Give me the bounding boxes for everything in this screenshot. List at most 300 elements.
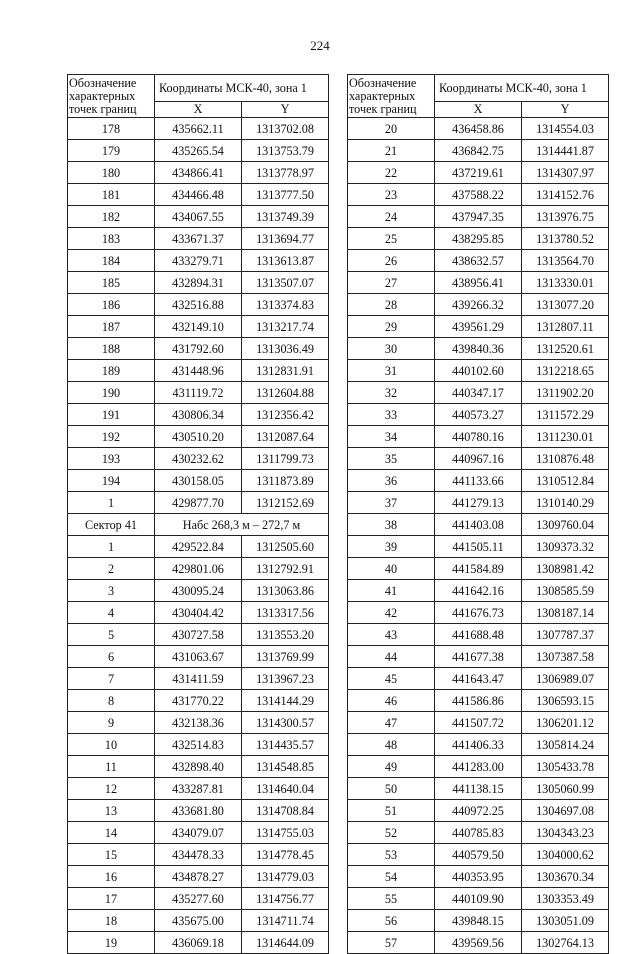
point-id: 188 [68,338,155,360]
table-row [68,712,329,734]
coord-x: 441676.73 [435,602,522,624]
table-row [68,360,329,382]
point-id: 1 [68,492,155,514]
table-row [68,448,329,470]
coord-x: 440967.16 [435,448,522,470]
point-id: 41 [348,580,435,602]
point-id: 180 [68,162,155,184]
coord-x: 441584.89 [435,558,522,580]
table-row [348,228,609,250]
table-row [68,118,329,140]
coord-y: 1313330.01 [522,272,609,294]
coord-y: 1312218.65 [522,360,609,382]
coord-x: 431063.67 [155,646,242,668]
table-row [348,800,609,822]
point-id: 19 [68,932,155,954]
coord-y: 1308585.59 [522,580,609,602]
coord-y: 1314711.74 [242,910,329,932]
header-x: X [435,102,522,118]
coord-x: 438632.57 [435,250,522,272]
point-id: 22 [348,162,435,184]
coord-y: 1304697.08 [522,800,609,822]
coord-y: 1312807.11 [522,316,609,338]
coord-x: 441403.08 [435,514,522,536]
coord-x: 434866.41 [155,162,242,184]
point-id: 28 [348,294,435,316]
table-row [68,316,329,338]
coord-x: 441283.00 [435,756,522,778]
point-id: 40 [348,558,435,580]
point-id: 13 [68,800,155,822]
point-id: 1 [68,536,155,558]
coord-y: 1308187.14 [522,602,609,624]
coord-x: 441507.72 [435,712,522,734]
point-id: 51 [348,800,435,822]
coord-y: 1306989.07 [522,668,609,690]
header-coordinate-system: Координаты МСК-40, зона 1 [435,75,609,102]
coord-x: 430510.20 [155,426,242,448]
table-row [68,646,329,668]
point-id: 194 [68,470,155,492]
point-id: 37 [348,492,435,514]
coord-x: 430232.62 [155,448,242,470]
coord-x: 432894.31 [155,272,242,294]
coord-y: 1313613.87 [242,250,329,272]
table-row [68,492,329,514]
table-row [68,602,329,624]
point-id: 32 [348,382,435,404]
point-id: 182 [68,206,155,228]
point-id: 15 [68,844,155,866]
point-id: 193 [68,448,155,470]
coord-y: 1303670.34 [522,866,609,888]
coord-y: 1312356.42 [242,404,329,426]
coord-x: 431411.59 [155,668,242,690]
point-id: 10 [68,734,155,756]
coordinates-table-right [347,74,609,954]
table-row [348,448,609,470]
coord-x: 439840.36 [435,338,522,360]
coord-y: 1314644.09 [242,932,329,954]
point-id: 34 [348,426,435,448]
coord-x: 440102.60 [435,360,522,382]
coord-y: 1307787.37 [522,624,609,646]
coord-y: 1314755.03 [242,822,329,844]
coord-y: 1303353.49 [522,888,609,910]
header-point-label: Обозначение характерных точек границ [68,75,155,118]
coord-x: 431770.22 [155,690,242,712]
table-row [68,580,329,602]
table-row [348,602,609,624]
table-row [348,470,609,492]
table-row [68,228,329,250]
coord-y: 1314640.04 [242,778,329,800]
point-id: 39 [348,536,435,558]
table-row [68,426,329,448]
table-row [348,536,609,558]
point-id: 49 [348,756,435,778]
coord-y: 1313507.07 [242,272,329,294]
point-id: 53 [348,844,435,866]
coord-y: 1313753.79 [242,140,329,162]
coord-y: 1306593.15 [522,690,609,712]
table-row [68,162,329,184]
table-row [348,294,609,316]
table-row [68,338,329,360]
coord-x: 437947.35 [435,206,522,228]
table-row [348,756,609,778]
table-row [348,184,609,206]
sector-name: Сектор 41 [68,514,155,536]
table-row [348,404,609,426]
coord-x: 429522.84 [155,536,242,558]
coord-x: 435662.11 [155,118,242,140]
coord-x: 440573.27 [435,404,522,426]
table-row [348,624,609,646]
point-id: 23 [348,184,435,206]
point-id: 192 [68,426,155,448]
coord-x: 435277.60 [155,888,242,910]
coord-x: 436842.75 [435,140,522,162]
table-row [68,250,329,272]
coord-x: 437219.61 [435,162,522,184]
table-row [68,536,329,558]
table-row [68,140,329,162]
coord-x: 441406.33 [435,734,522,756]
coord-x: 441642.16 [435,580,522,602]
point-id: 35 [348,448,435,470]
coord-y: 1313374.83 [242,294,329,316]
coord-x: 433671.37 [155,228,242,250]
point-id: 181 [68,184,155,206]
point-id: 186 [68,294,155,316]
point-id: 6 [68,646,155,668]
point-id: 184 [68,250,155,272]
point-id: 36 [348,470,435,492]
coord-y: 1313769.99 [242,646,329,668]
point-id: 30 [348,338,435,360]
coord-y: 1312087.64 [242,426,329,448]
point-id: 2 [68,558,155,580]
point-id: 12 [68,778,155,800]
coord-y: 1314756.77 [242,888,329,910]
point-id: 178 [68,118,155,140]
table-row [68,470,329,492]
coord-y: 1314307.97 [522,162,609,184]
coord-y: 1312505.60 [242,536,329,558]
coord-y: 1311799.73 [242,448,329,470]
coord-y: 1304343.23 [522,822,609,844]
coord-y: 1313702.08 [242,118,329,140]
coord-y: 1306201.12 [522,712,609,734]
header-y: Y [522,102,609,118]
point-id: 50 [348,778,435,800]
table-row [348,712,609,734]
table-row [348,316,609,338]
coord-x: 438295.85 [435,228,522,250]
point-id: 24 [348,206,435,228]
point-id: 4 [68,602,155,624]
coord-y: 1308981.42 [522,558,609,580]
coord-y: 1313777.50 [242,184,329,206]
coord-y: 1313217.74 [242,316,329,338]
point-id: 190 [68,382,155,404]
coord-x: 441688.48 [435,624,522,646]
coord-y: 1312152.69 [242,492,329,514]
sector-elevation-note: Набс 268,3 м – 272,7 м [155,514,329,536]
coord-y: 1307387.58 [522,646,609,668]
point-id: 54 [348,866,435,888]
coord-x: 431792.60 [155,338,242,360]
coord-y: 1313976.75 [522,206,609,228]
point-id: 14 [68,822,155,844]
coord-y: 1310876.48 [522,448,609,470]
table-row [348,206,609,228]
coordinates-table-left [67,74,329,954]
table-row [348,118,609,140]
coord-x: 435265.54 [155,140,242,162]
coord-x: 440347.17 [435,382,522,404]
table-row [348,426,609,448]
coord-x: 441643.47 [435,668,522,690]
coord-y: 1313778.97 [242,162,329,184]
point-id: 5 [68,624,155,646]
coord-y: 1311572.29 [522,404,609,426]
coord-x: 441138.15 [435,778,522,800]
page-number: 224 [310,38,330,53]
point-id: 47 [348,712,435,734]
coord-x: 439569.56 [435,932,522,954]
coord-y: 1304000.62 [522,844,609,866]
point-id: 18 [68,910,155,932]
coord-x: 433287.81 [155,778,242,800]
table-row [348,492,609,514]
coord-y: 1309760.04 [522,514,609,536]
coord-y: 1314778.45 [242,844,329,866]
coord-y: 1313317.56 [242,602,329,624]
coord-y: 1312604.88 [242,382,329,404]
table-row [68,382,329,404]
table-row [348,778,609,800]
coord-x: 441505.11 [435,536,522,558]
coord-x: 430158.05 [155,470,242,492]
coord-y: 1303051.09 [522,910,609,932]
coord-x: 441677.38 [435,646,522,668]
table-row [68,778,329,800]
point-id: 183 [68,228,155,250]
point-id: 52 [348,822,435,844]
coord-x: 432514.83 [155,734,242,756]
table-row [68,822,329,844]
table-row [68,272,329,294]
coord-y: 1314554.03 [522,118,609,140]
header-x: X [155,102,242,118]
coord-y: 1313063.86 [242,580,329,602]
coord-x: 433681.80 [155,800,242,822]
coord-x: 441279.13 [435,492,522,514]
point-id: 57 [348,932,435,954]
coord-x: 440109.90 [435,888,522,910]
coord-x: 440353.95 [435,866,522,888]
coord-x: 432138.36 [155,712,242,734]
point-id: 48 [348,734,435,756]
coord-x: 439266.32 [435,294,522,316]
table-row [348,514,609,536]
table-row [348,668,609,690]
coord-x: 436458.86 [435,118,522,140]
table-row [68,690,329,712]
table-row [348,140,609,162]
coord-x: 429801.06 [155,558,242,580]
table-row [68,932,329,954]
point-id: 25 [348,228,435,250]
coord-x: 434466.48 [155,184,242,206]
point-id: 21 [348,140,435,162]
coord-y: 1314300.57 [242,712,329,734]
table-row [348,888,609,910]
table-row [68,206,329,228]
point-id: 29 [348,316,435,338]
table-row [348,272,609,294]
coord-x: 430404.42 [155,602,242,624]
point-id: 8 [68,690,155,712]
table-row [68,844,329,866]
coord-y: 1314441.87 [522,140,609,162]
table-row [68,558,329,580]
coord-y: 1314548.85 [242,756,329,778]
point-id: 43 [348,624,435,646]
point-id: 179 [68,140,155,162]
point-id: 20 [348,118,435,140]
point-id: 7 [68,668,155,690]
table-row [348,382,609,404]
coord-y: 1313694.77 [242,228,329,250]
sector-row [68,514,329,536]
header-y: Y [242,102,329,118]
coord-x: 434878.27 [155,866,242,888]
point-id: 9 [68,712,155,734]
coord-x: 440579.50 [435,844,522,866]
table-row [68,756,329,778]
table-row [348,734,609,756]
point-id: 11 [68,756,155,778]
coord-y: 1312831.91 [242,360,329,382]
table-row [348,822,609,844]
coord-y: 1311873.89 [242,470,329,492]
point-id: 55 [348,888,435,910]
table-row [348,932,609,954]
coord-x: 441586.86 [435,690,522,712]
coord-y: 1305060.99 [522,778,609,800]
table-row [348,866,609,888]
table-row [348,910,609,932]
point-id: 56 [348,910,435,932]
coord-x: 438956.41 [435,272,522,294]
table-row [68,668,329,690]
coord-y: 1313077.20 [522,294,609,316]
coord-x: 430806.34 [155,404,242,426]
coord-x: 439848.15 [435,910,522,932]
coord-y: 1314435.57 [242,734,329,756]
coord-y: 1310512.84 [522,470,609,492]
coord-x: 429877.70 [155,492,242,514]
point-id: 189 [68,360,155,382]
coord-y: 1314708.84 [242,800,329,822]
point-id: 3 [68,580,155,602]
table-row [68,184,329,206]
coord-x: 441133.66 [435,470,522,492]
coord-y: 1313780.52 [522,228,609,250]
point-id: 46 [348,690,435,712]
point-id: 187 [68,316,155,338]
coord-y: 1310140.29 [522,492,609,514]
coord-x: 436069.18 [155,932,242,954]
coord-x: 432516.88 [155,294,242,316]
table-row [68,866,329,888]
table-row [68,404,329,426]
coord-y: 1311902.20 [522,382,609,404]
coord-y: 1313967.23 [242,668,329,690]
table-row [348,338,609,360]
table-row [68,734,329,756]
table-row [68,294,329,316]
table-row [348,646,609,668]
point-id: 33 [348,404,435,426]
coord-y: 1314152.76 [522,184,609,206]
point-id: 185 [68,272,155,294]
coord-x: 440785.83 [435,822,522,844]
coord-x: 430727.58 [155,624,242,646]
coord-x: 440780.16 [435,426,522,448]
table-row [348,360,609,382]
table-row [348,690,609,712]
coord-y: 1302764.13 [522,932,609,954]
coord-x: 435675.00 [155,910,242,932]
coord-y: 1314779.03 [242,866,329,888]
table-row [68,800,329,822]
table-row [348,558,609,580]
coord-x: 434067.55 [155,206,242,228]
point-id: 45 [348,668,435,690]
coord-y: 1313553.20 [242,624,329,646]
coord-x: 434079.07 [155,822,242,844]
coord-y: 1309373.32 [522,536,609,558]
coord-y: 1312792.91 [242,558,329,580]
table-row [68,888,329,910]
point-id: 17 [68,888,155,910]
table-row [348,580,609,602]
coord-x: 432149.10 [155,316,242,338]
coord-y: 1313036.49 [242,338,329,360]
coord-x: 431119.72 [155,382,242,404]
point-id: 27 [348,272,435,294]
header-coordinate-system: Координаты МСК-40, зона 1 [155,75,329,102]
coord-y: 1314144.29 [242,690,329,712]
coord-x: 434478.33 [155,844,242,866]
coord-y: 1312520.61 [522,338,609,360]
coord-x: 430095.24 [155,580,242,602]
point-id: 191 [68,404,155,426]
table-row [348,250,609,272]
coord-y: 1305433.78 [522,756,609,778]
point-id: 38 [348,514,435,536]
point-id: 16 [68,866,155,888]
header-point-label: Обозначение характерных точек границ [348,75,435,118]
point-id: 42 [348,602,435,624]
coord-y: 1311230.01 [522,426,609,448]
point-id: 31 [348,360,435,382]
point-id: 26 [348,250,435,272]
